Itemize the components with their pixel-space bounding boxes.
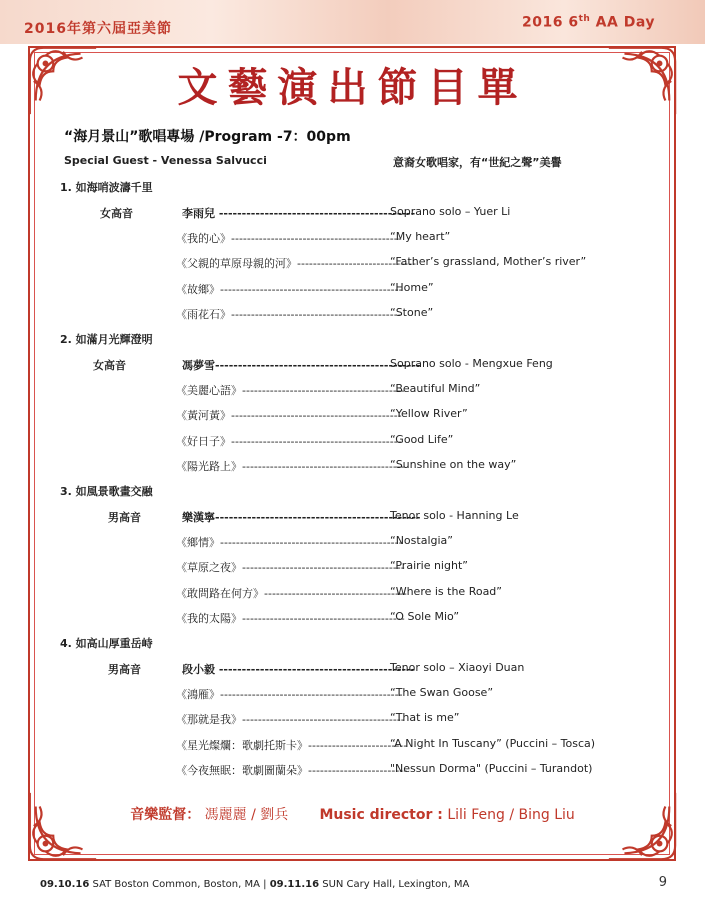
song-title: 《陽光路上》----------------------------------------- (176, 460, 405, 473)
english-title: “O Sole Mio” (390, 610, 460, 623)
english-title: “A Night In Tuscany” (Puccini – Tosca) (390, 737, 596, 750)
list-item (0, 306, 705, 324)
song-title: 《鴻雁》---------------------------------------------- (176, 688, 403, 701)
list-item (0, 205, 705, 223)
list-item (0, 737, 705, 755)
footer-venues (40, 879, 469, 890)
english-title: Tenor solo – Xiaoyi Duan (390, 661, 525, 674)
english-title: “That is me” (390, 711, 460, 724)
music-director-names-en: Lili Feng / Bing Liu (447, 807, 575, 823)
special-guest-note: 意裔女歌唱家，有“世紀之聲”美譽 (393, 156, 562, 169)
song-title: 《我的心》------------------------------------------- (176, 232, 402, 245)
page-number: 9 (658, 875, 667, 890)
performer-name: 李雨兒 ------------------------------------------- (182, 207, 416, 220)
english-title: "Nessun Dorma" (Puccini – Turandot) (390, 762, 593, 775)
list-item (0, 585, 705, 603)
list-item (0, 357, 705, 375)
english-title: “Good Life” (390, 433, 454, 446)
list-item (0, 509, 705, 527)
list-item (0, 661, 705, 679)
performer-name: 馮夢雪--------------------------------------------- (182, 359, 421, 372)
footer-date-2: 09.11.16 (269, 879, 320, 890)
list-item (0, 407, 705, 425)
voice-role: 女高音 (100, 207, 133, 220)
section-heading: 1. 如海哨波濤千里 (60, 181, 153, 194)
english-title: Soprano solo – Yuer Li (390, 205, 511, 218)
performer-name: 段小毅 ------------------------------------------- (182, 663, 416, 676)
song-title: 《星光燦爛：歌劇托斯卡》------------------------- (176, 739, 408, 752)
list-item (0, 281, 705, 299)
program-heading: “海月景山”歌唱專場 /Program -7：00pm (64, 129, 351, 145)
english-title: “Father’s grassland, Mother’s river” (390, 255, 587, 268)
list-item (0, 762, 705, 780)
english-title: “Beautiful Mind” (390, 382, 481, 395)
voice-role: 女高音 (93, 359, 126, 372)
english-title: “Prairie night” (390, 559, 468, 572)
header-banner (0, 0, 705, 44)
list-item (0, 711, 705, 729)
music-director-credit (0, 804, 705, 824)
song-title: 《美麗心語》----------------------------------------- (176, 384, 405, 397)
header-event-title: 2016 6th AA Day (522, 14, 655, 31)
song-title: 《父親的草原母親的河》------------------------------ (176, 257, 417, 270)
song-title: 《鄉情》---------------------------------------------- (176, 536, 403, 549)
performer-name: 樂漢寧--------------------------------------------- (182, 511, 421, 524)
list-item (0, 230, 705, 248)
music-director-label-en: Music director : (319, 807, 443, 823)
list-item (0, 686, 705, 704)
song-title: 《草原之夜》----------------------------------------- (176, 561, 405, 574)
section-heading: 2. 如滿月光輝澄明 (60, 333, 153, 346)
english-title: “The Swan Goose” (390, 686, 494, 699)
section-heading: 4. 如高山厚重岳峙 (60, 637, 153, 650)
song-title: 《黃河黃》------------------------------------------- (176, 409, 402, 422)
voice-role: 男高音 (108, 511, 141, 524)
song-title: 《故鄉》---------------------------------------------- (176, 283, 403, 296)
list-item (0, 559, 705, 577)
english-title: “Yellow River” (390, 407, 468, 420)
corner-ornament-icon (24, 787, 102, 865)
music-director-label-cn: 音樂監督： (130, 807, 201, 823)
english-title: Tenor solo - Hanning Le (390, 509, 519, 522)
english-title: Soprano solo - Mengxue Feng (390, 357, 553, 370)
list-item (0, 458, 705, 476)
header-festival-title: 2016年第六屆亞美節 (24, 21, 172, 37)
footer-venue-1: SAT Boston Common, Boston, MA | (89, 879, 270, 890)
song-title: 《我的太陽》----------------------------------------- (176, 612, 405, 625)
song-title: 《敢問路在何方》------------------------------------ (176, 587, 407, 600)
section-heading: 3. 如風景歌畫交融 (60, 485, 153, 498)
list-item (0, 433, 705, 451)
special-guest: Special Guest - Venessa Salvucci (64, 154, 267, 167)
song-title: 《雨花石》------------------------------------------- (176, 308, 402, 321)
song-title: 《好日子》------------------------------------------- (176, 435, 402, 448)
voice-role: 男高音 (108, 663, 141, 676)
english-title: “Where is the Road” (390, 585, 502, 598)
english-title: “Sunshine on the way” (390, 458, 517, 471)
music-director-names-cn: 馮麗麗 / 劉兵 (204, 807, 289, 823)
english-title: “Stone” (390, 306, 434, 319)
list-item (0, 382, 705, 400)
footer-venue-2: SUN Cary Hall, Lexington, MA (319, 879, 470, 890)
english-title: “My heart” (390, 230, 451, 243)
footer-date-1: 09.10.16 (40, 879, 90, 890)
page-title: 文藝演出節目單 (177, 64, 528, 111)
english-title: “Home” (390, 281, 434, 294)
list-item (0, 534, 705, 552)
english-title: “Nostalgia” (390, 534, 453, 547)
song-title: 《今夜無眠：歌劇圖蘭朵》------------------------- (176, 764, 408, 777)
list-item (0, 255, 705, 273)
list-item (0, 610, 705, 628)
song-title: 《那就是我》----------------------------------------- (176, 713, 405, 726)
corner-ornament-icon (603, 787, 681, 865)
